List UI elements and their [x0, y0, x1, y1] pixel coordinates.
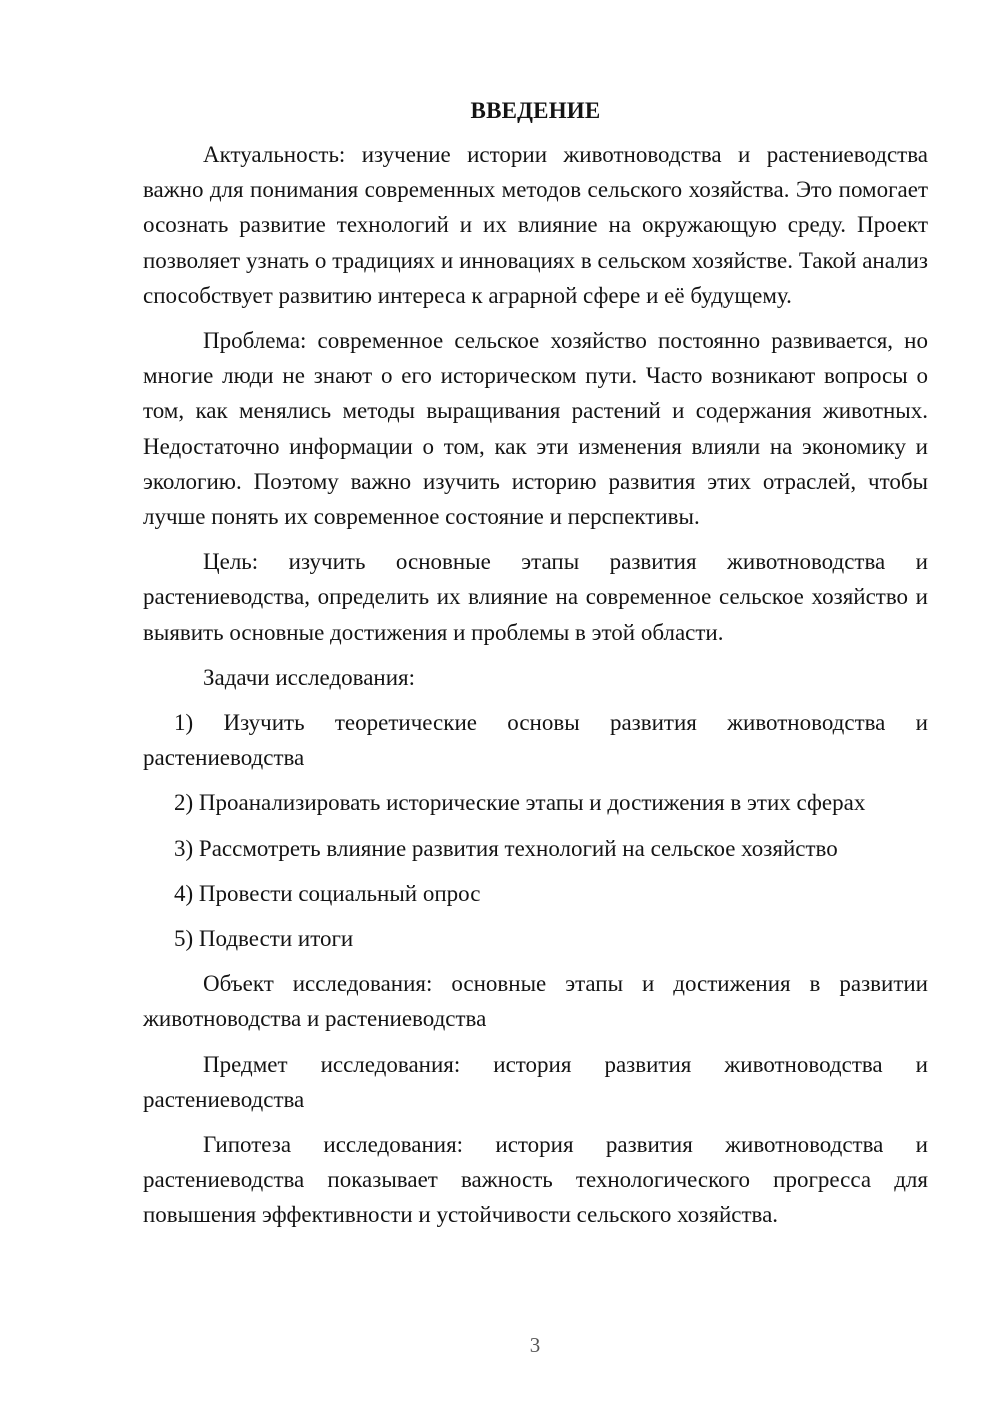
- task-item: 1) Изучить теоретические основы развития животноводства и растениеводства: [143, 710, 928, 771]
- problem-paragraph: Проблема: современное сельское хозяйство постоянно развивается, но многие люди не знают о его историческом пути. Часто возникают вопросы о том, как менялись методы выращивания растений и содержания животных. Недостаточно информации о том, как эти изменения влияли на экономику и экологию. Поэтому важно изучить историю развития этих отраслей, чтобы лучше понять их современное состояние и перспективы.: [143, 328, 928, 530]
- task-item: 3) Рассмотреть влияние развития технологий на сельское хозяйство: [174, 835, 838, 861]
- page-content: [143, 95, 928, 1233]
- page-title: ВВЕДЕНИЕ: [470, 98, 601, 123]
- goal-paragraph: Цель: изучить основные этапы развития животноводства и растениеводства, определить их влияние на современное сельское хозяйство и выявить основные достижения и проблемы в этой области.: [143, 549, 928, 645]
- tasks-list: [143, 705, 928, 956]
- task-item: 2) Проанализировать исторические этапы и достижения в этих сферах: [174, 790, 866, 816]
- object-paragraph: Объект исследования: основные этапы и достижения в развитии животноводства и растениеводства: [143, 971, 928, 1032]
- page-number: 3: [529, 1333, 541, 1357]
- task-item: 4) Провести социальный опрос: [174, 880, 481, 906]
- hypothesis-paragraph: Гипотеза исследования: история развития животноводства и растениеводства показывает важность технологического прогресса для повышения эффективности и устойчивости сельского хозяйства.: [143, 1132, 928, 1228]
- subject-paragraph: Предмет исследования: история развития животноводства и растениеводства: [143, 1051, 928, 1112]
- task-item: 5) Подвести итоги: [174, 926, 354, 952]
- tasks-heading: Задачи исследования:: [203, 664, 416, 690]
- relevance-paragraph: Актуальность: изучение истории животноводства и растениеводства важно для понимания современных методов сельского хозяйства. Это помогает осознать развитие технологий и их влияние на окружающую среду. Проект позволяет узнать о традициях и инновациях в сельском хозяйстве. Такой анализ способствует развитию интереса к аграрной сфере и её будущему.: [143, 142, 928, 308]
